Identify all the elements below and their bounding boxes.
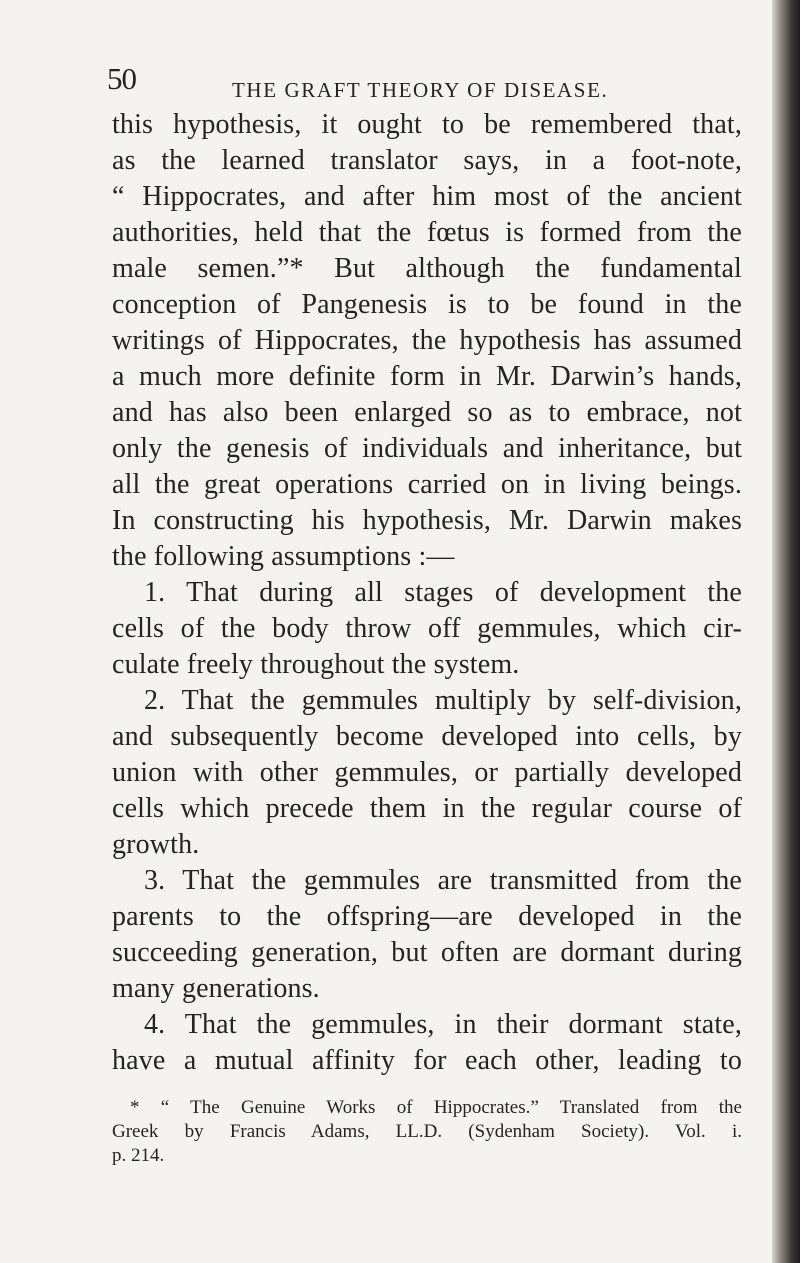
footnote-line: Greek by Francis Adams, LL.D. (Sydenham Society). Vol. i. [112, 1121, 742, 1142]
page-number: 50 [107, 61, 136, 96]
list-item-2-start: 2. That the gemmules multiply by self-division, [144, 685, 742, 716]
footnote [112, 1096, 742, 1168]
text-line: this hypothesis, it ought to be remembered that, [112, 109, 742, 140]
body-text [112, 107, 742, 1079]
running-head: THE GRAFT THEORY OF DISEASE. [232, 78, 609, 102]
text-line: a much more definite form in Mr. Darwin’s hands, [112, 361, 742, 392]
text-line: writings of Hippocrates, the hypothesis has assumed [112, 325, 742, 356]
footnote-line: * “ The Genuine Works of Hippocrates.” Translated from the [130, 1097, 742, 1118]
page-binding-edge [772, 0, 800, 1263]
text-line: all the great operations carried on in living beings. [112, 469, 742, 500]
text-line: In constructing his hypothesis, Mr. Darwin makes [112, 505, 742, 536]
text-line: growth. [112, 829, 200, 860]
list-item-1-start: 1. That during all stages of development the [144, 577, 742, 608]
footnote-line: p. 214. [112, 1145, 165, 1166]
text-line: cells of the body throw off gemmules, which cir- [112, 613, 742, 644]
text-line: and has also been enlarged so as to embrace, not [112, 397, 742, 428]
text-line: the following assumptions :— [112, 541, 455, 572]
text-line: parents to the offspring—are developed in the [112, 901, 742, 932]
text-line: succeeding generation, but often are dormant during [112, 937, 742, 968]
text-line: have a mutual affinity for each other, leading to [112, 1045, 742, 1076]
list-item-3-start: 3. That the gemmules are transmitted from the [144, 865, 742, 896]
text-line: “ Hippocrates, and after him most of the ancient [112, 181, 742, 212]
text-line: authorities, held that the fœtus is formed from the [112, 217, 742, 248]
text-line: many generations. [112, 973, 320, 1004]
text-line: union with other gemmules, or partially developed [112, 757, 742, 788]
text-line: conception of Pangenesis is to be found in the [112, 289, 742, 320]
text-line: cells which precede them in the regular course of [112, 793, 742, 824]
text-line: culate freely throughout the system. [112, 649, 520, 680]
text-line: male semen.”* But although the fundamental [112, 253, 742, 284]
text-line: as the learned translator says, in a foot-note, [112, 145, 742, 176]
list-item-4-start: 4. That the gemmules, in their dormant state, [144, 1009, 742, 1040]
text-line: and subsequently become developed into cells, by [112, 721, 742, 752]
text-line: only the genesis of individuals and inheritance, but [112, 433, 742, 464]
